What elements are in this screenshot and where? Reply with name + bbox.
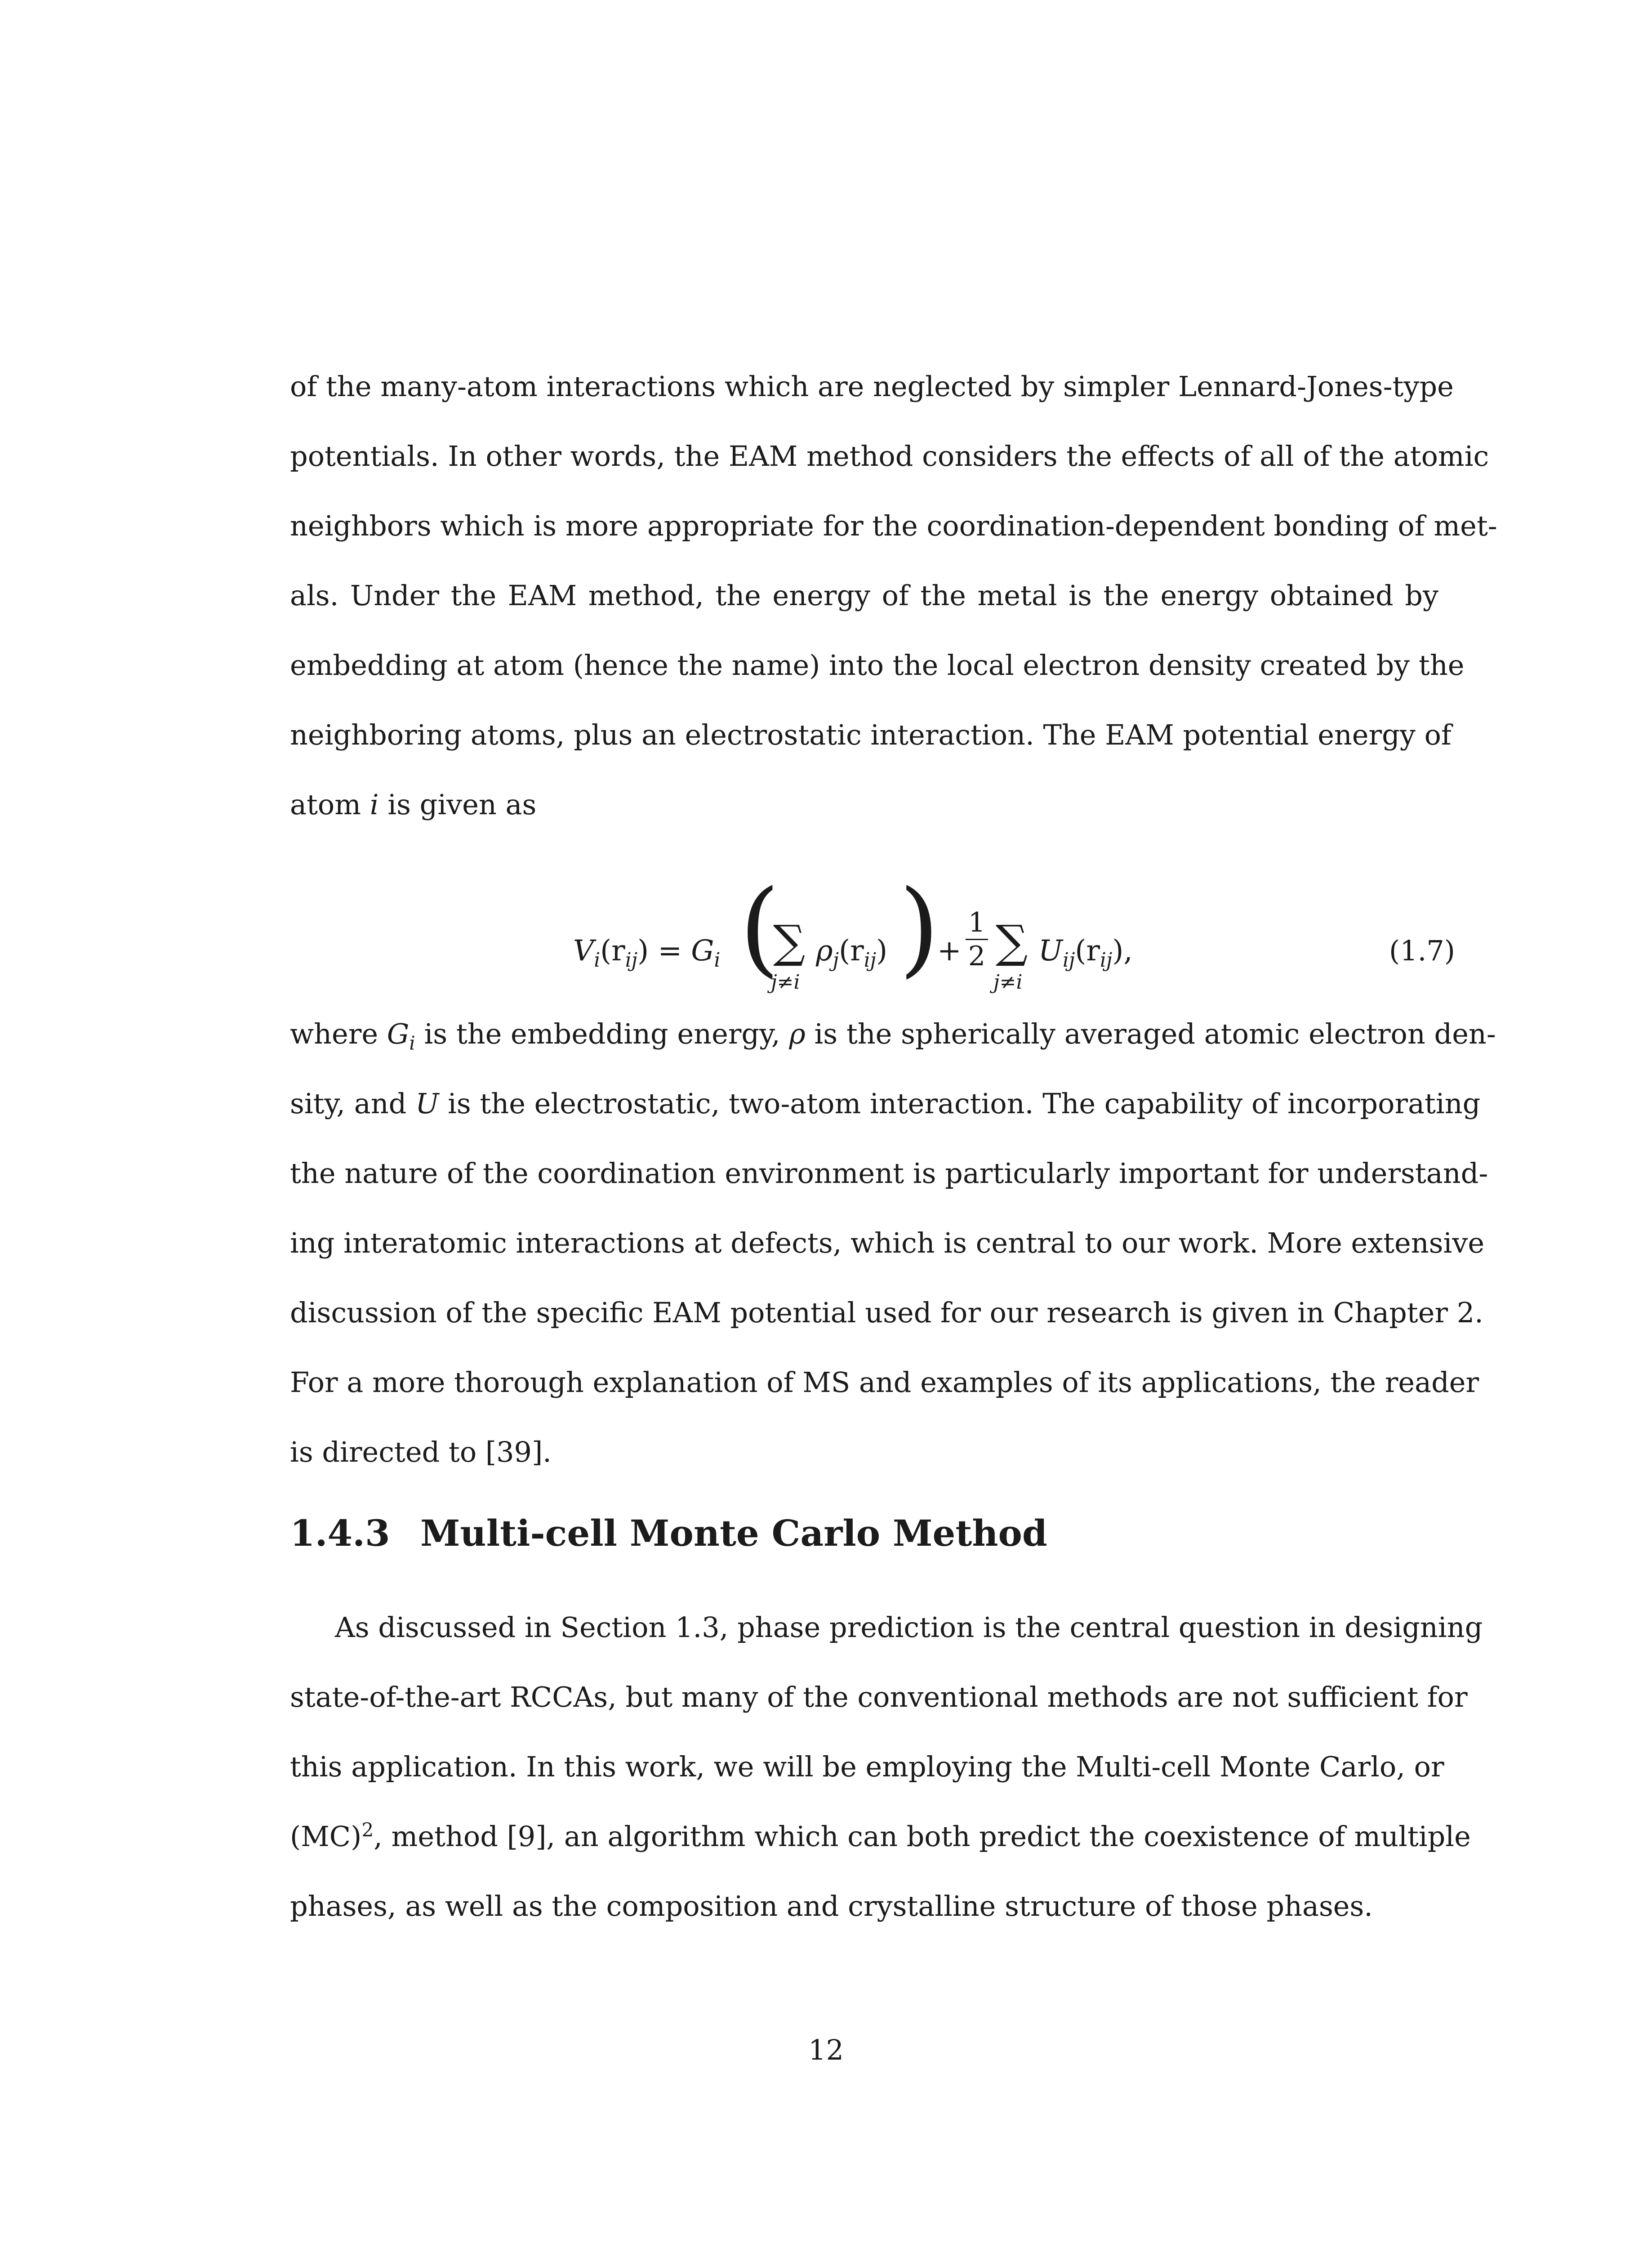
paragraph-1-line-5: embedding at atom (hence the name) into the local electron density created by the bbox=[290, 649, 1465, 682]
density-term bbox=[816, 933, 888, 972]
math-subscript: i bbox=[409, 1032, 415, 1054]
paragraph-1-line-2: potentials. In other words, the EAM method considers the effects of all of the atomic bbox=[290, 440, 1489, 473]
page-number: 12 bbox=[808, 2034, 844, 2066]
math-variable: U bbox=[1038, 934, 1063, 968]
paragraph-2-line-2 bbox=[290, 1081, 1481, 1126]
paragraph-2-line-7: is directed to [39]. bbox=[290, 1436, 552, 1468]
paragraph-2-line-4: ing interatomic interactions at defects, which is central to our work. More extensive bbox=[290, 1227, 1485, 1259]
math-variable: ρ bbox=[789, 1017, 806, 1050]
math-subscript: ij bbox=[1100, 949, 1113, 972]
summation-index: j≠i bbox=[993, 971, 1023, 994]
text-span: atom bbox=[290, 788, 370, 821]
text-span: is given as bbox=[378, 788, 537, 821]
text-span: where bbox=[290, 1017, 387, 1050]
paragraph-1-line-4: als. Under the EAM method, the energy of the metal is the energy obtained by bbox=[290, 579, 1438, 612]
paragraph-2-line-3: the nature of the coordination environment is particularly important for understand- bbox=[290, 1157, 1488, 1190]
text-span: is the embedding energy, bbox=[415, 1017, 789, 1050]
math-subscript: ij bbox=[1062, 949, 1075, 972]
paragraph-3-line-4 bbox=[290, 1814, 1471, 1859]
math-subscript: i bbox=[714, 949, 721, 972]
paragraph-1-line-6: neighboring atoms, plus an electrostatic interaction. The EAM potential energy of bbox=[290, 718, 1452, 751]
math-text: ) bbox=[876, 934, 888, 968]
one-half-fraction bbox=[966, 909, 988, 970]
text-span: sity, and bbox=[290, 1087, 416, 1120]
math-variable: V bbox=[573, 934, 594, 968]
left-parenthesis: ( bbox=[739, 868, 780, 988]
text-span: is the spherically averaged atomic electron den- bbox=[805, 1017, 1496, 1050]
right-parenthesis: ) bbox=[899, 868, 940, 988]
paragraph-3-line-5: phases, as well as the composition and crystalline structure of those phases. bbox=[290, 1890, 1373, 1922]
plus-sign: + bbox=[937, 934, 962, 968]
section-number: 1.4.3 bbox=[290, 1512, 390, 1554]
superscript: 2 bbox=[361, 1819, 374, 1841]
paragraph-3-line-3: this application. In this work, we will be employing the Multi-cell Monte Carlo, or bbox=[290, 1750, 1444, 1783]
math-variable: i bbox=[370, 788, 379, 821]
paragraph-2-line-6: For a more thorough explanation of MS and examples of its applications, the reader bbox=[290, 1366, 1479, 1399]
math-variable: ρ bbox=[816, 934, 833, 968]
summation-symbol: ∑ bbox=[996, 915, 1028, 968]
paragraph-3-line-1: As discussed in Section 1.3, phase prediction is the central question in designing bbox=[335, 1611, 1483, 1644]
paragraph-2-line-5: discussion of the specific EAM potential used for our research is given in Chapter 2. bbox=[290, 1296, 1483, 1329]
equation-number: (1.7) bbox=[1389, 934, 1455, 967]
math-subscript: i bbox=[594, 949, 601, 972]
math-variable: G bbox=[387, 1017, 410, 1050]
math-text: ), bbox=[1112, 934, 1133, 968]
math-subscript: ij bbox=[864, 949, 877, 972]
paragraph-1-line-7 bbox=[290, 782, 1438, 827]
fraction-denominator: 2 bbox=[968, 941, 986, 972]
section-heading bbox=[290, 1506, 1047, 1560]
math-subscript: ij bbox=[625, 949, 638, 972]
paragraph-1-line-1: of the many-atom interactions which are neglected by simpler Lennard-Jones-type bbox=[290, 370, 1454, 403]
math-variable: U bbox=[415, 1087, 439, 1120]
math-text: ) = bbox=[637, 934, 691, 968]
text-span: is the electrostatic, two-atom interaction. The capability of incorporating bbox=[439, 1087, 1481, 1120]
paragraph-1-line-3: neighbors which is more appropriate for the coordination-dependent bonding of met- bbox=[290, 509, 1497, 542]
section-title: Multi-cell Monte Carlo Method bbox=[420, 1512, 1047, 1554]
math-variable: G bbox=[691, 934, 714, 968]
text-span: , method [9], an algorithm which can both predict the coexistence of multiple bbox=[374, 1820, 1471, 1853]
fraction-numerator: 1 bbox=[968, 907, 986, 938]
summation-index: j≠i bbox=[771, 971, 800, 994]
equation-lhs bbox=[573, 933, 721, 972]
math-text: (r bbox=[839, 934, 864, 968]
math-text: (r bbox=[1075, 934, 1100, 968]
math-text: (r bbox=[600, 934, 625, 968]
fraction-bar bbox=[966, 939, 988, 940]
summation-symbol: ∑ bbox=[773, 915, 806, 968]
math-subscript: j bbox=[833, 949, 839, 972]
text-span: (MC) bbox=[290, 1820, 362, 1853]
paragraph-2-line-1 bbox=[290, 1012, 1496, 1057]
interaction-term bbox=[1038, 933, 1133, 972]
paragraph-3-line-2: state-of-the-art RCCAs, but many of the conventional methods are not sufficient for bbox=[290, 1681, 1468, 1713]
